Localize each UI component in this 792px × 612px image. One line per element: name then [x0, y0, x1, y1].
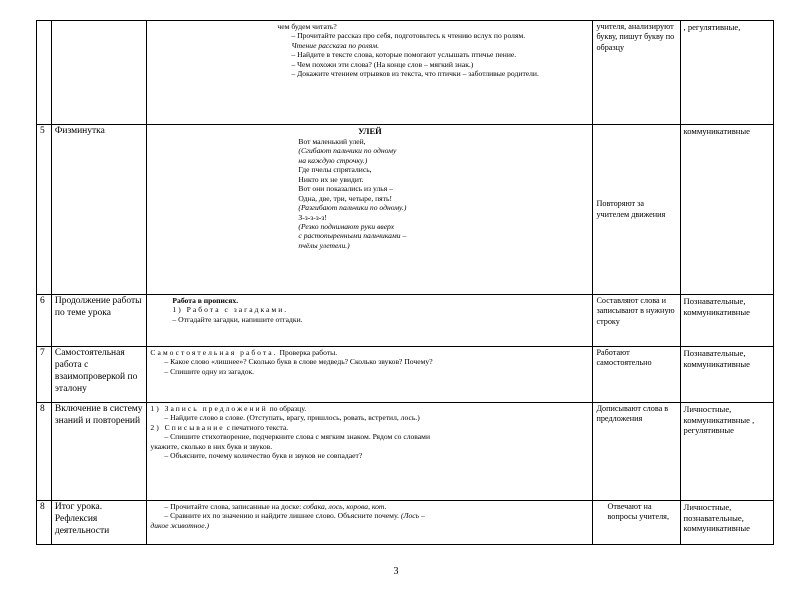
- student-activity: [593, 125, 680, 295]
- row-number: 5: [37, 125, 52, 295]
- teacher-activity: [147, 403, 593, 501]
- page-number: 3: [393, 566, 399, 577]
- poem-line: Никто их не увидит.: [298, 174, 364, 184]
- poem-line: (Резко поднимают руки вверх: [298, 221, 395, 231]
- content-line: Самостоятельная работа.: [150, 348, 278, 357]
- content-line: 2) Списывание: [150, 422, 225, 432]
- row-number: 8: [37, 501, 52, 545]
- poem-line: З-з-з-з-з!: [298, 212, 327, 222]
- content-line: Чтение рассказа по ролям.: [291, 40, 379, 50]
- poem-line: на каждую строчку.): [298, 155, 368, 165]
- teacher-activity: [147, 295, 593, 347]
- content-line: 1) Работа с загадками.: [172, 305, 289, 315]
- table-row: [37, 347, 774, 403]
- student-activity: Работают самостоятельно: [593, 347, 680, 403]
- table-row: [37, 295, 774, 347]
- learning-skills: Личностные, познавательные, коммуникативные: [680, 501, 773, 545]
- table-row: [37, 125, 774, 295]
- content-line: – Спишите стихотворение, подчеркните слова с мягким знаком. Рядом со словами: [164, 432, 431, 442]
- row-number: 8: [37, 403, 52, 501]
- content-line: – Найдите в тексте слова, которые помогают услышать птичье пение.: [291, 50, 517, 60]
- teacher-activity: [147, 125, 593, 295]
- content-line: – Чем похожи эти слова? (На конце слов – мягкий знак.): [291, 59, 474, 69]
- poem-line: (Сгибают пальчики по одному: [298, 146, 397, 156]
- poem-line: Вот они показались из улья –: [298, 184, 393, 194]
- student-activity: Дописывают слова в предложения: [593, 403, 680, 501]
- learning-skills: Познавательные, коммуникативные: [680, 295, 773, 347]
- content-line: Работа в прописях.: [172, 296, 239, 305]
- content-line: – Какое слово «лишнее»? Сколько букв в слове медведь? Сколько звуков? Почему?: [164, 357, 433, 367]
- poem-line: (Разгибают пальчики по одному.): [298, 203, 407, 213]
- content-line: с печатного текста.: [226, 422, 289, 432]
- teacher-activity: [147, 501, 593, 545]
- content-line: Проверка работы.: [279, 348, 338, 357]
- poem-line: с растопыренными пальчиками –: [298, 231, 407, 241]
- row-number: 7: [37, 347, 52, 403]
- poem-line: Одна, две, три, четыре, пять!: [298, 193, 392, 203]
- content-line: чем будем читать?: [277, 22, 337, 31]
- content-line: – Прочитайте слова, записанные на доске:: [164, 502, 302, 511]
- learning-skills: , регулятивные,: [680, 21, 773, 125]
- poem-line: пчёлы улетели.): [298, 240, 350, 250]
- content-line: – Отгадайте загадки, напишите отгадки.: [172, 314, 303, 324]
- content-line: – Докажите чтением отрывков из текста, что птички – заботливые родители.: [291, 69, 539, 79]
- content-line: – Спишите одну из загадок.: [164, 366, 255, 376]
- content-line: – Найдите слово в слове. (Отступать, врагу, пришлось, ровать, встретил, лось.): [164, 413, 420, 423]
- table-row: [37, 21, 774, 125]
- student-activity-text: Повторяют за учителем движения: [596, 199, 666, 219]
- content-line: собака, лось, корова, кот.: [303, 502, 387, 511]
- poem-line: Где пчелы спрятались,: [298, 165, 372, 175]
- learning-skills: Личностные, коммуникативные , регулятивные: [680, 403, 773, 501]
- row-number: 6: [37, 295, 52, 347]
- stage-name: Включение в систему знаний и повторений: [51, 403, 147, 501]
- student-activity: Составляют слова и записывают в нужную строку: [593, 295, 680, 347]
- row-number: [37, 21, 52, 125]
- content-line: – Прочитайте рассказ про себя, подготовьтесь к чтению вслух по ролям.: [291, 31, 526, 41]
- table-row: [37, 403, 774, 501]
- content-line: по образцу.: [269, 404, 307, 413]
- content-line: 1) Запись предложений: [150, 404, 268, 413]
- teacher-activity: [147, 347, 593, 403]
- stage-name: [51, 21, 147, 125]
- content-line: – Объясните, почему количество букв и звуков не совпадает?: [164, 451, 363, 461]
- student-activity: учителя, анализируют букву, пишут букву по образцу: [593, 21, 680, 125]
- lesson-plan-table: [36, 20, 774, 545]
- content-line: дикое животное.): [150, 520, 210, 530]
- stage-name: Самостоятельная работа с взаимопроверкой по эталону: [51, 347, 147, 403]
- stage-name: Продолжение работы по теме урока: [51, 295, 147, 347]
- learning-skills: коммуникативные: [680, 125, 773, 295]
- content-line: укажите, сколько в них букв и звуков.: [150, 441, 273, 451]
- stage-name: Итог урока. Рефлексия деятельности: [51, 501, 147, 545]
- poem-line: Вот маленький улей,: [298, 136, 366, 146]
- learning-skills: Познавательные, коммуникативные: [680, 347, 773, 403]
- student-activity: Отвечают на вопросы учителя,: [593, 501, 680, 545]
- content-line: (Лось –: [400, 511, 425, 521]
- stage-name: Физминутка: [51, 125, 147, 295]
- teacher-activity: [147, 21, 593, 125]
- table-row: [37, 501, 774, 545]
- content-line: – Сравните их по значению и найдите лишнее слово. Объясните почему.: [164, 511, 399, 521]
- poem-title: УЛЕЙ: [358, 126, 382, 136]
